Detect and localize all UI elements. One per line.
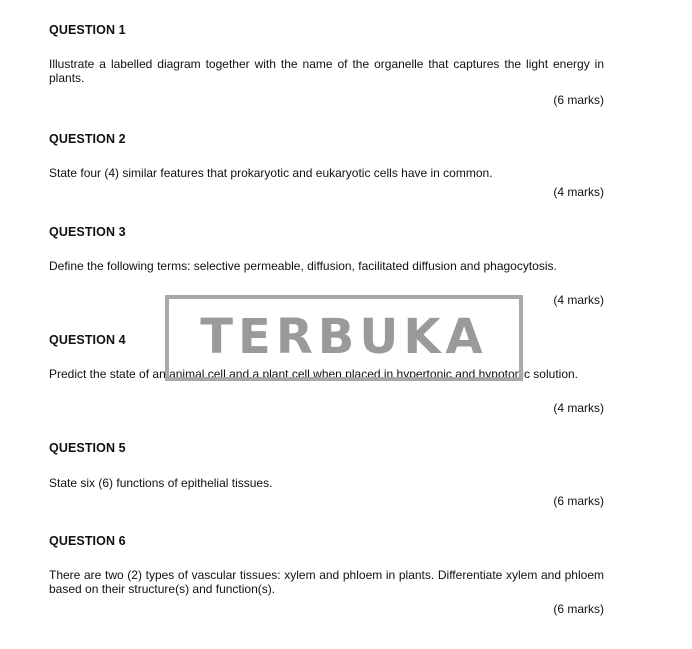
question-4-marks: (4 marks) (553, 401, 604, 415)
question-4-heading: QUESTION 4 (49, 333, 126, 347)
question-5-text: State six (6) functions of epithelial tissues. (49, 476, 273, 490)
watermark-text: TERBUKA (200, 309, 488, 365)
question-2-text: State four (4) similar features that prokaryotic and eukaryotic cells have in common. (49, 166, 493, 180)
question-5-heading: QUESTION 5 (49, 441, 126, 455)
terbuka-watermark (165, 295, 523, 381)
question-2-heading: QUESTION 2 (49, 132, 126, 146)
question-6-heading: QUESTION 6 (49, 534, 126, 548)
question-6-marks: (6 marks) (553, 602, 604, 616)
question-3-heading: QUESTION 3 (49, 225, 126, 239)
question-3-marks: (4 marks) (553, 293, 604, 307)
question-1-text: Illustrate a labelled diagram together with the name of the organelle that captures the light energy in plants. (49, 57, 604, 85)
question-1-marks: (6 marks) (553, 93, 604, 107)
question-1-heading: QUESTION 1 (49, 23, 126, 37)
question-3-text: Define the following terms: selective permeable, diffusion, facilitated diffusion and phagocytosis. (49, 259, 557, 273)
question-4-text: Predict the state of an animal cell and a plant cell when placed in hypertonic and hypotonic solution. (49, 367, 578, 381)
question-6-text: There are two (2) types of vascular tissues: xylem and phloem in plants. Differentiate xylem and phloem based on their structure(s) and function(s). (49, 568, 604, 596)
question-5-marks: (6 marks) (553, 494, 604, 508)
question-2-marks: (4 marks) (553, 185, 604, 199)
